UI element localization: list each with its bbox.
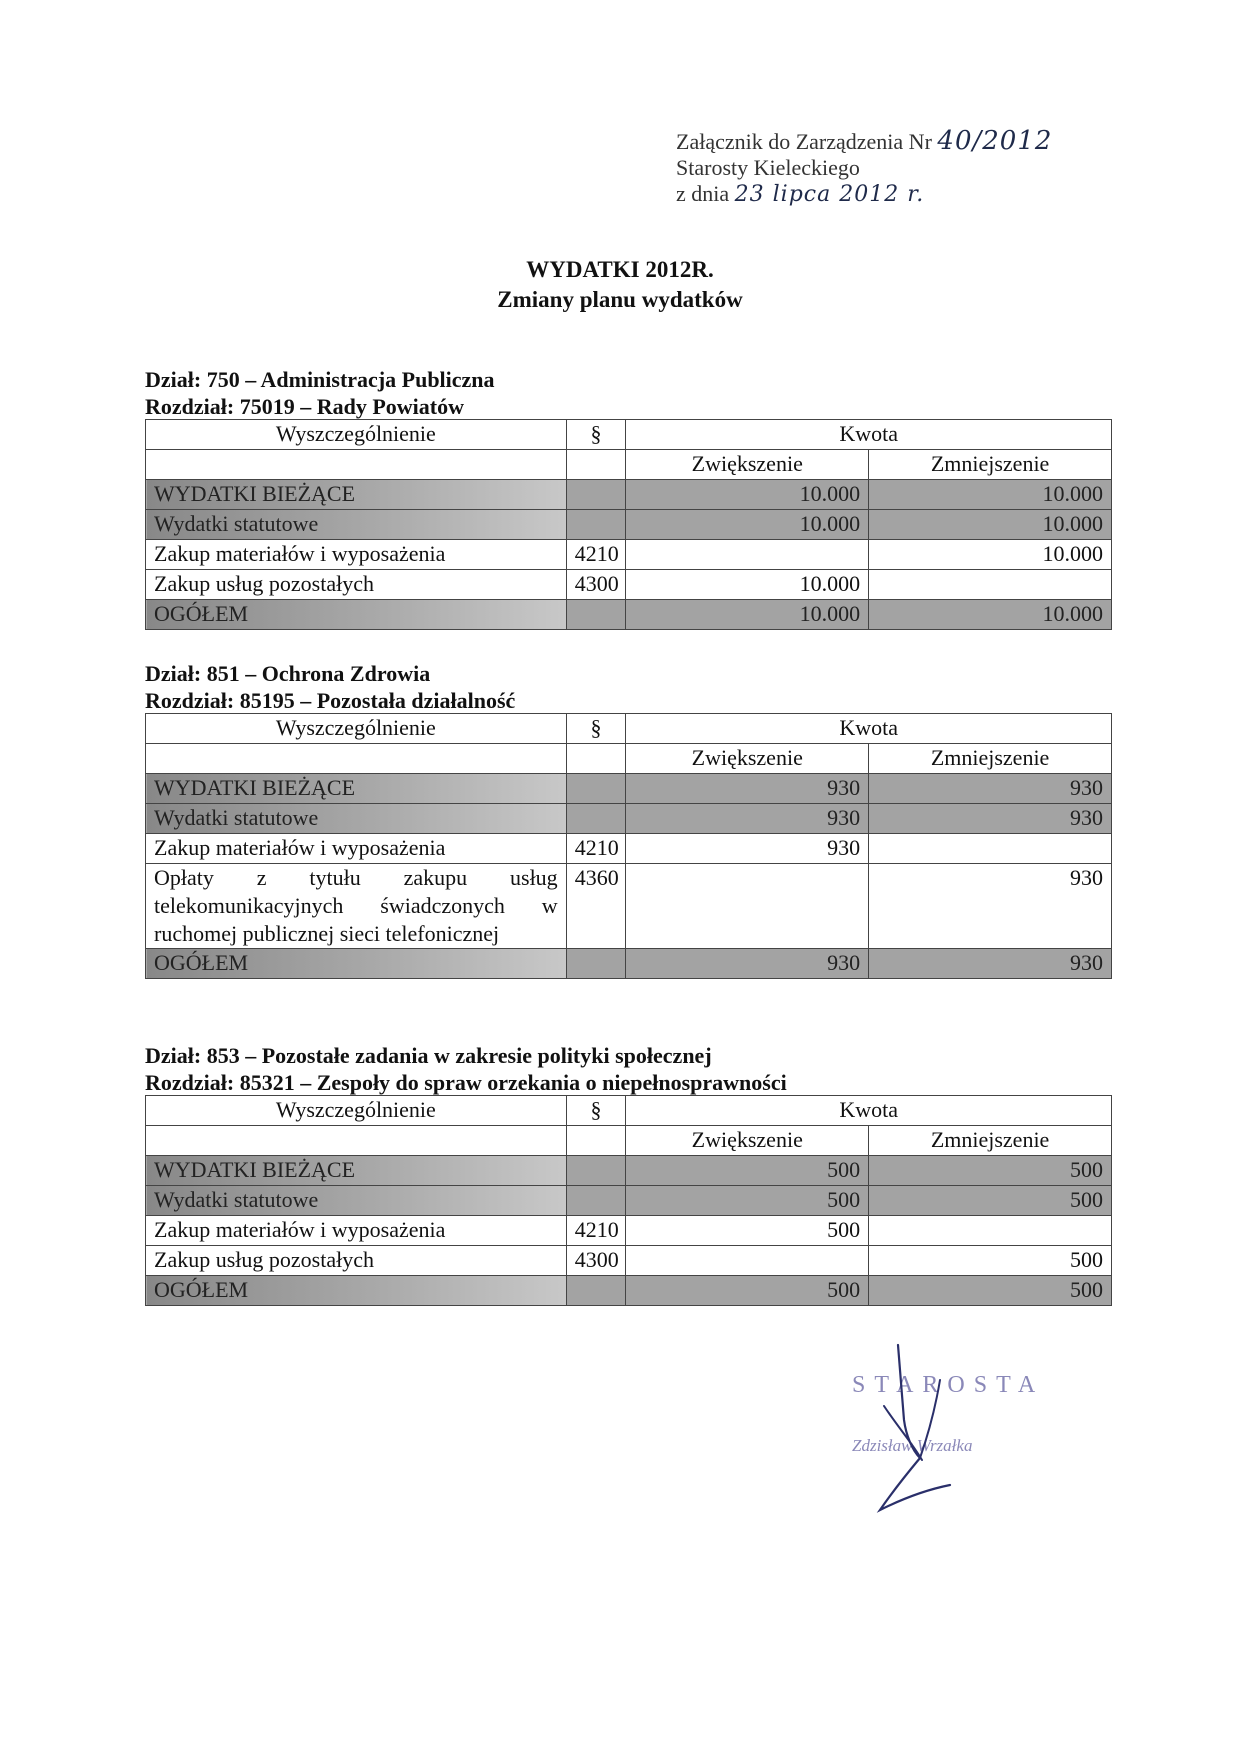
row-desc: WYDATKI BIEŻĄCE: [146, 480, 567, 510]
row-decrease: 500: [869, 1276, 1112, 1306]
row-desc: WYDATKI BIEŻĄCE: [146, 774, 567, 804]
attachment-prefix: Załącznik do Zarządzenia Nr: [676, 129, 932, 154]
header-decrease: Zmniejszenie: [869, 744, 1112, 774]
table-row: [146, 1186, 1112, 1216]
row-desc: Wydatki statutowe: [146, 804, 567, 834]
header-decrease: Zmniejszenie: [869, 450, 1112, 480]
header-increase: Zwiększenie: [626, 1126, 869, 1156]
header-empty: [566, 1126, 626, 1156]
table-row: [146, 1246, 1112, 1276]
title-line-1: WYDATKI 2012R.: [526, 257, 714, 282]
table-header-row: [146, 420, 1112, 450]
row-desc: OGÓŁEM: [146, 1276, 567, 1306]
row-increase: [626, 864, 869, 949]
table-row: [146, 1156, 1112, 1186]
row-decrease: [869, 1216, 1112, 1246]
row-increase: 10.000: [626, 510, 869, 540]
row-increase: 10.000: [626, 600, 869, 630]
row-desc: Zakup usług pozostałych: [146, 570, 567, 600]
row-decrease: 500: [869, 1156, 1112, 1186]
row-decrease: 500: [869, 1186, 1112, 1216]
date-handwritten: 23 lipca 2012 r.: [734, 182, 925, 207]
document-title: [0, 255, 1240, 315]
row-desc: Wydatki statutowe: [146, 1186, 567, 1216]
row-decrease: 10.000: [869, 540, 1112, 570]
row-increase: 500: [626, 1276, 869, 1306]
row-para: [566, 1186, 626, 1216]
row-decrease: 930: [869, 804, 1112, 834]
stamp-title: STAROSTA: [852, 1372, 1045, 1398]
row-desc: OGÓŁEM: [146, 949, 567, 979]
row-para: [566, 949, 626, 979]
row-para: 4210: [566, 1216, 626, 1246]
row-decrease: 10.000: [869, 510, 1112, 540]
header-desc: Wyszczególnienie: [146, 1096, 567, 1126]
row-decrease: 930: [869, 864, 1112, 949]
row-decrease: 930: [869, 774, 1112, 804]
row-increase: [626, 1246, 869, 1276]
attachment-line-2: Starosty Kieleckiego: [676, 155, 860, 180]
header-amount: Kwota: [626, 1096, 1112, 1126]
section-dzial: Dział: 851 – Ochrona Zdrowia: [145, 661, 431, 686]
section-750: [145, 366, 1112, 630]
row-desc: Zakup materiałów i wyposażenia: [146, 834, 567, 864]
row-increase: 10.000: [626, 480, 869, 510]
section-rozdzial: Rozdział: 85321 – Zespoły do spraw orzekania o niepełnosprawności: [145, 1070, 787, 1095]
attachment-line-3: [676, 181, 1052, 208]
header-empty: [146, 744, 567, 774]
header-desc: Wyszczególnienie: [146, 714, 567, 744]
section-rozdzial: Rozdział: 85195 – Pozostała działalność: [145, 688, 516, 713]
row-para: [566, 600, 626, 630]
row-desc: WYDATKI BIEŻĄCE: [146, 1156, 567, 1186]
row-para: [566, 774, 626, 804]
row-desc: Zakup materiałów i wyposażenia: [146, 1216, 567, 1246]
row-increase: 930: [626, 834, 869, 864]
header-amount: Kwota: [626, 420, 1112, 450]
row-desc: Opłaty z tytułu zakupu usług telekomunikacyjnych świadczonych w ruchomej publicznej sieci telefonicznej: [146, 864, 567, 949]
budget-table: [145, 1095, 1112, 1306]
table-subheader-row: [146, 450, 1112, 480]
table-row: [146, 540, 1112, 570]
table-row: [146, 804, 1112, 834]
header-empty: [146, 450, 567, 480]
row-increase: [626, 540, 869, 570]
table-row: [146, 510, 1112, 540]
row-decrease: 930: [869, 949, 1112, 979]
row-decrease: 500: [869, 1246, 1112, 1276]
section-rozdzial: Rozdział: 75019 – Rady Powiatów: [145, 394, 464, 419]
row-para: 4300: [566, 1246, 626, 1276]
row-desc: Zakup usług pozostałych: [146, 1246, 567, 1276]
header-desc: Wyszczególnienie: [146, 420, 567, 450]
row-desc: Wydatki statutowe: [146, 510, 567, 540]
starosta-stamp: [840, 1340, 1080, 1520]
header-increase: Zwiększenie: [626, 450, 869, 480]
row-increase: 930: [626, 774, 869, 804]
table-subheader-row: [146, 744, 1112, 774]
table-row: [146, 480, 1112, 510]
attachment-line-1: [676, 128, 1052, 155]
row-para: 4210: [566, 540, 626, 570]
table-row-total: [146, 949, 1112, 979]
row-increase: 500: [626, 1186, 869, 1216]
row-decrease: [869, 570, 1112, 600]
header-para: §: [566, 714, 626, 744]
table-subheader-row: [146, 1126, 1112, 1156]
table-row-total: [146, 1276, 1112, 1306]
row-para: [566, 804, 626, 834]
section-dzial: Dział: 853 – Pozostałe zadania w zakresie polityki społecznej: [145, 1043, 712, 1068]
title-line-2: Zmiany planu wydatków: [497, 287, 743, 312]
table-row: [146, 1216, 1112, 1246]
row-desc: OGÓŁEM: [146, 600, 567, 630]
row-para: 4300: [566, 570, 626, 600]
section-853: [145, 1042, 1112, 1306]
table-header-row: [146, 1096, 1112, 1126]
attachment-header: [676, 128, 1052, 208]
header-empty: [146, 1126, 567, 1156]
row-increase: 500: [626, 1216, 869, 1246]
row-para: [566, 1276, 626, 1306]
header-decrease: Zmniejszenie: [869, 1126, 1112, 1156]
header-amount: Kwota: [626, 714, 1112, 744]
order-number-handwritten: 40/2012: [937, 126, 1053, 156]
table-header-row: [146, 714, 1112, 744]
row-increase: 10.000: [626, 570, 869, 600]
table-row: [146, 570, 1112, 600]
signature-icon: [840, 1340, 1080, 1520]
section-dzial: Dział: 750 – Administracja Publiczna: [145, 367, 495, 392]
stamp-name: Zdzisław Wrzałka: [852, 1436, 973, 1455]
header-empty: [566, 450, 626, 480]
header-para: §: [566, 1096, 626, 1126]
row-para: 4210: [566, 834, 626, 864]
row-para: [566, 480, 626, 510]
row-desc: Zakup materiałów i wyposażenia: [146, 540, 567, 570]
table-row-total: [146, 600, 1112, 630]
row-decrease: [869, 834, 1112, 864]
row-decrease: 10.000: [869, 600, 1112, 630]
row-para: [566, 1156, 626, 1186]
table-row: [146, 774, 1112, 804]
header-increase: Zwiększenie: [626, 744, 869, 774]
row-decrease: 10.000: [869, 480, 1112, 510]
header-para: §: [566, 420, 626, 450]
row-para: 4360: [566, 864, 626, 949]
row-increase: 500: [626, 1156, 869, 1186]
section-851: [145, 660, 1112, 979]
header-empty: [566, 744, 626, 774]
date-prefix: z dnia: [676, 181, 730, 206]
row-increase: 930: [626, 949, 869, 979]
table-row: [146, 834, 1112, 864]
row-para: [566, 510, 626, 540]
row-increase: 930: [626, 804, 869, 834]
budget-table: [145, 713, 1112, 979]
table-row: [146, 864, 1112, 949]
budget-table: [145, 419, 1112, 630]
